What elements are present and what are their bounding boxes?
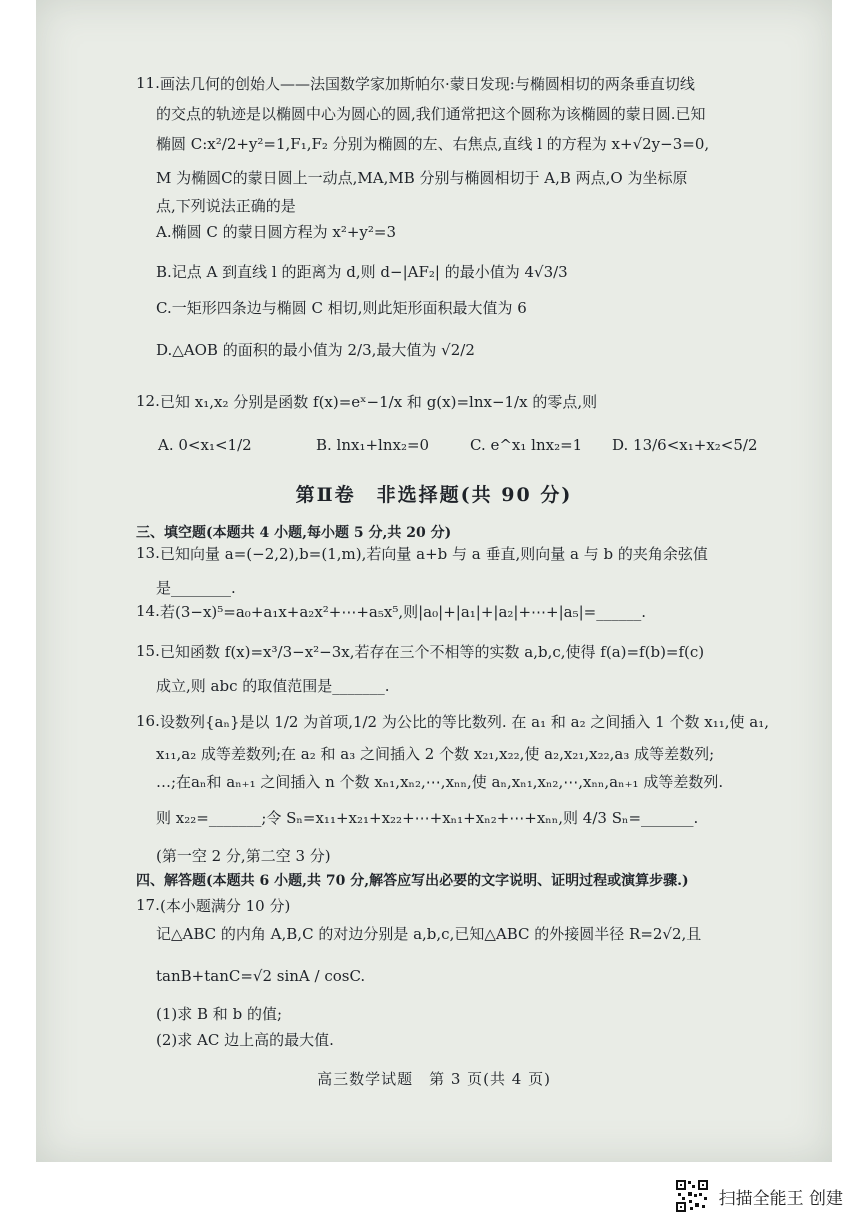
q11-option-a: A.椭圆 C 的蒙日圆方程为 x²+y²=3 — [156, 223, 397, 241]
q11-line4: M 为椭圆C的蒙日圆上一动点,MA,MB 分别与椭圆相切于 A,B 两点,O 为坐标原 — [156, 169, 688, 187]
q12-option-a: A. 0<x₁<1/2 — [158, 436, 252, 454]
q17-sub2: (2)求 AC 边上高的最大值. — [156, 1031, 334, 1049]
q12-option-b: B. lnx₁+lnx₂=0 — [316, 436, 430, 454]
section4-heading: 四、解答题(本题共 6 小题,共 70 分,解答应写出必要的文字说明、证明过程或演算步骤.) — [136, 873, 689, 889]
qr-code-icon — [675, 1179, 709, 1213]
q16-number: 16. — [136, 712, 160, 730]
watermark-text: 扫描全能王 创建 — [718, 1188, 843, 1209]
q16-line4: 则 x₂₂=_______;令 Sₙ=x₁₁+x₂₁+x₂₂+⋯+xₙ₁+xₙ₂+⋯+xₙₙ,则 4/3 Sₙ=_______. — [156, 809, 699, 827]
scanner-watermark — [675, 1180, 843, 1212]
q13-number: 13. — [136, 544, 160, 562]
q16-line3: …;在aₙ和 aₙ₊₁ 之间插入 n 个数 xₙ₁,xₙ₂,⋯,xₙₙ,使 aₙ,xₙ₁,xₙ₂,⋯,xₙₙ,aₙ₊₁ 成等差数列. — [156, 773, 724, 791]
section3-heading: 三、填空题(本题共 4 小题,每小题 5 分,共 20 分) — [136, 525, 452, 541]
q11-line5: 点,下列说法正确的是 — [156, 197, 296, 215]
q15-line2: 成立,则 abc 的取值范围是_______. — [156, 677, 390, 695]
q13-line2: 是________. — [156, 579, 236, 597]
q16-line2: x₁₁,a₂ 成等差数列;在 a₂ 和 a₃ 之间插入 2 个数 x₂₁,x₂₂,使 a₂,x₂₁,x₂₂,a₃ 成等差数列; — [156, 745, 715, 763]
page-footer: 高三数学试题 第 3 页(共 4 页) — [317, 1070, 551, 1088]
q11-option-c: C.一矩形四条边与椭圆 C 相切,则此矩形面积最大值为 6 — [156, 299, 527, 317]
q14-line1: 若(3−x)⁵=a₀+a₁x+a₂x²+⋯+a₅x⁵,则|a₀|+|a₁|+|a₂|+⋯+|a₅|=______. — [160, 603, 646, 621]
q11-number: 11. — [136, 74, 160, 92]
q12-option-c: C. e^x₁ lnx₂=1 — [470, 436, 583, 454]
q15-line1: 已知函数 f(x)=x³/3−x²−3x,若存在三个不相等的实数 a,b,c,使得 f(a)=f(b)=f(c) — [160, 643, 705, 661]
part2-title: 第Ⅱ卷 非选择题(共 90 分) — [295, 484, 573, 506]
q11-line2: 的交点的轨迹是以椭圆中心为圆心的圆,我们通常把这个圆称为该椭圆的蒙日圆.已知 — [156, 105, 706, 123]
q17-head: (本小题满分 10 分) — [160, 897, 291, 915]
q12-option-d: D. 13/6<x₁+x₂<5/2 — [612, 436, 758, 454]
q15-number: 15. — [136, 642, 160, 660]
q17-line1: 记△ABC 的内角 A,B,C 的对边分别是 a,b,c,已知△ABC 的外接圆半径 R=2√2,且 — [156, 925, 702, 943]
q17-number: 17. — [136, 896, 160, 914]
q11-line1: 画法几何的创始人——法国数学家加斯帕尔·蒙日发现:与椭圆相切的两条垂直切线 — [160, 75, 695, 93]
q14-number: 14. — [136, 602, 160, 620]
q12-stem: 已知 x₁,x₂ 分别是函数 f(x)=eˣ−1/x 和 g(x)=lnx−1/x 的零点,则 — [160, 393, 598, 411]
q13-line1: 已知向量 a=(−2,2),b=(1,m),若向量 a+b 与 a 垂直,则向量 a 与 b 的夹角余弦值 — [160, 545, 708, 563]
q16-line1: 设数列{aₙ}是以 1/2 为首项,1/2 为公比的等比数列. 在 a₁ 和 a₂ 之间插入 1 个数 x₁₁,使 a₁, — [160, 713, 769, 731]
q16-score-note: (第一空 2 分,第二空 3 分) — [156, 847, 331, 865]
q12-number: 12. — [136, 392, 160, 410]
q11-option-d: D.△AOB 的面积的最小值为 2/3,最大值为 √2/2 — [156, 341, 475, 359]
q17-line2: tanB+tanC=√2 sinA / cosC. — [156, 967, 366, 985]
q11-line3: 椭圆 C:x²/2+y²=1,F₁,F₂ 分别为椭圆的左、右焦点,直线 l 的方程为 x+√2y−3=0, — [156, 135, 710, 153]
q17-sub1: (1)求 B 和 b 的值; — [156, 1005, 282, 1023]
q11-option-b: B.记点 A 到直线 l 的距离为 d,则 d−|AF₂| 的最小值为 4√3/3 — [156, 263, 568, 281]
